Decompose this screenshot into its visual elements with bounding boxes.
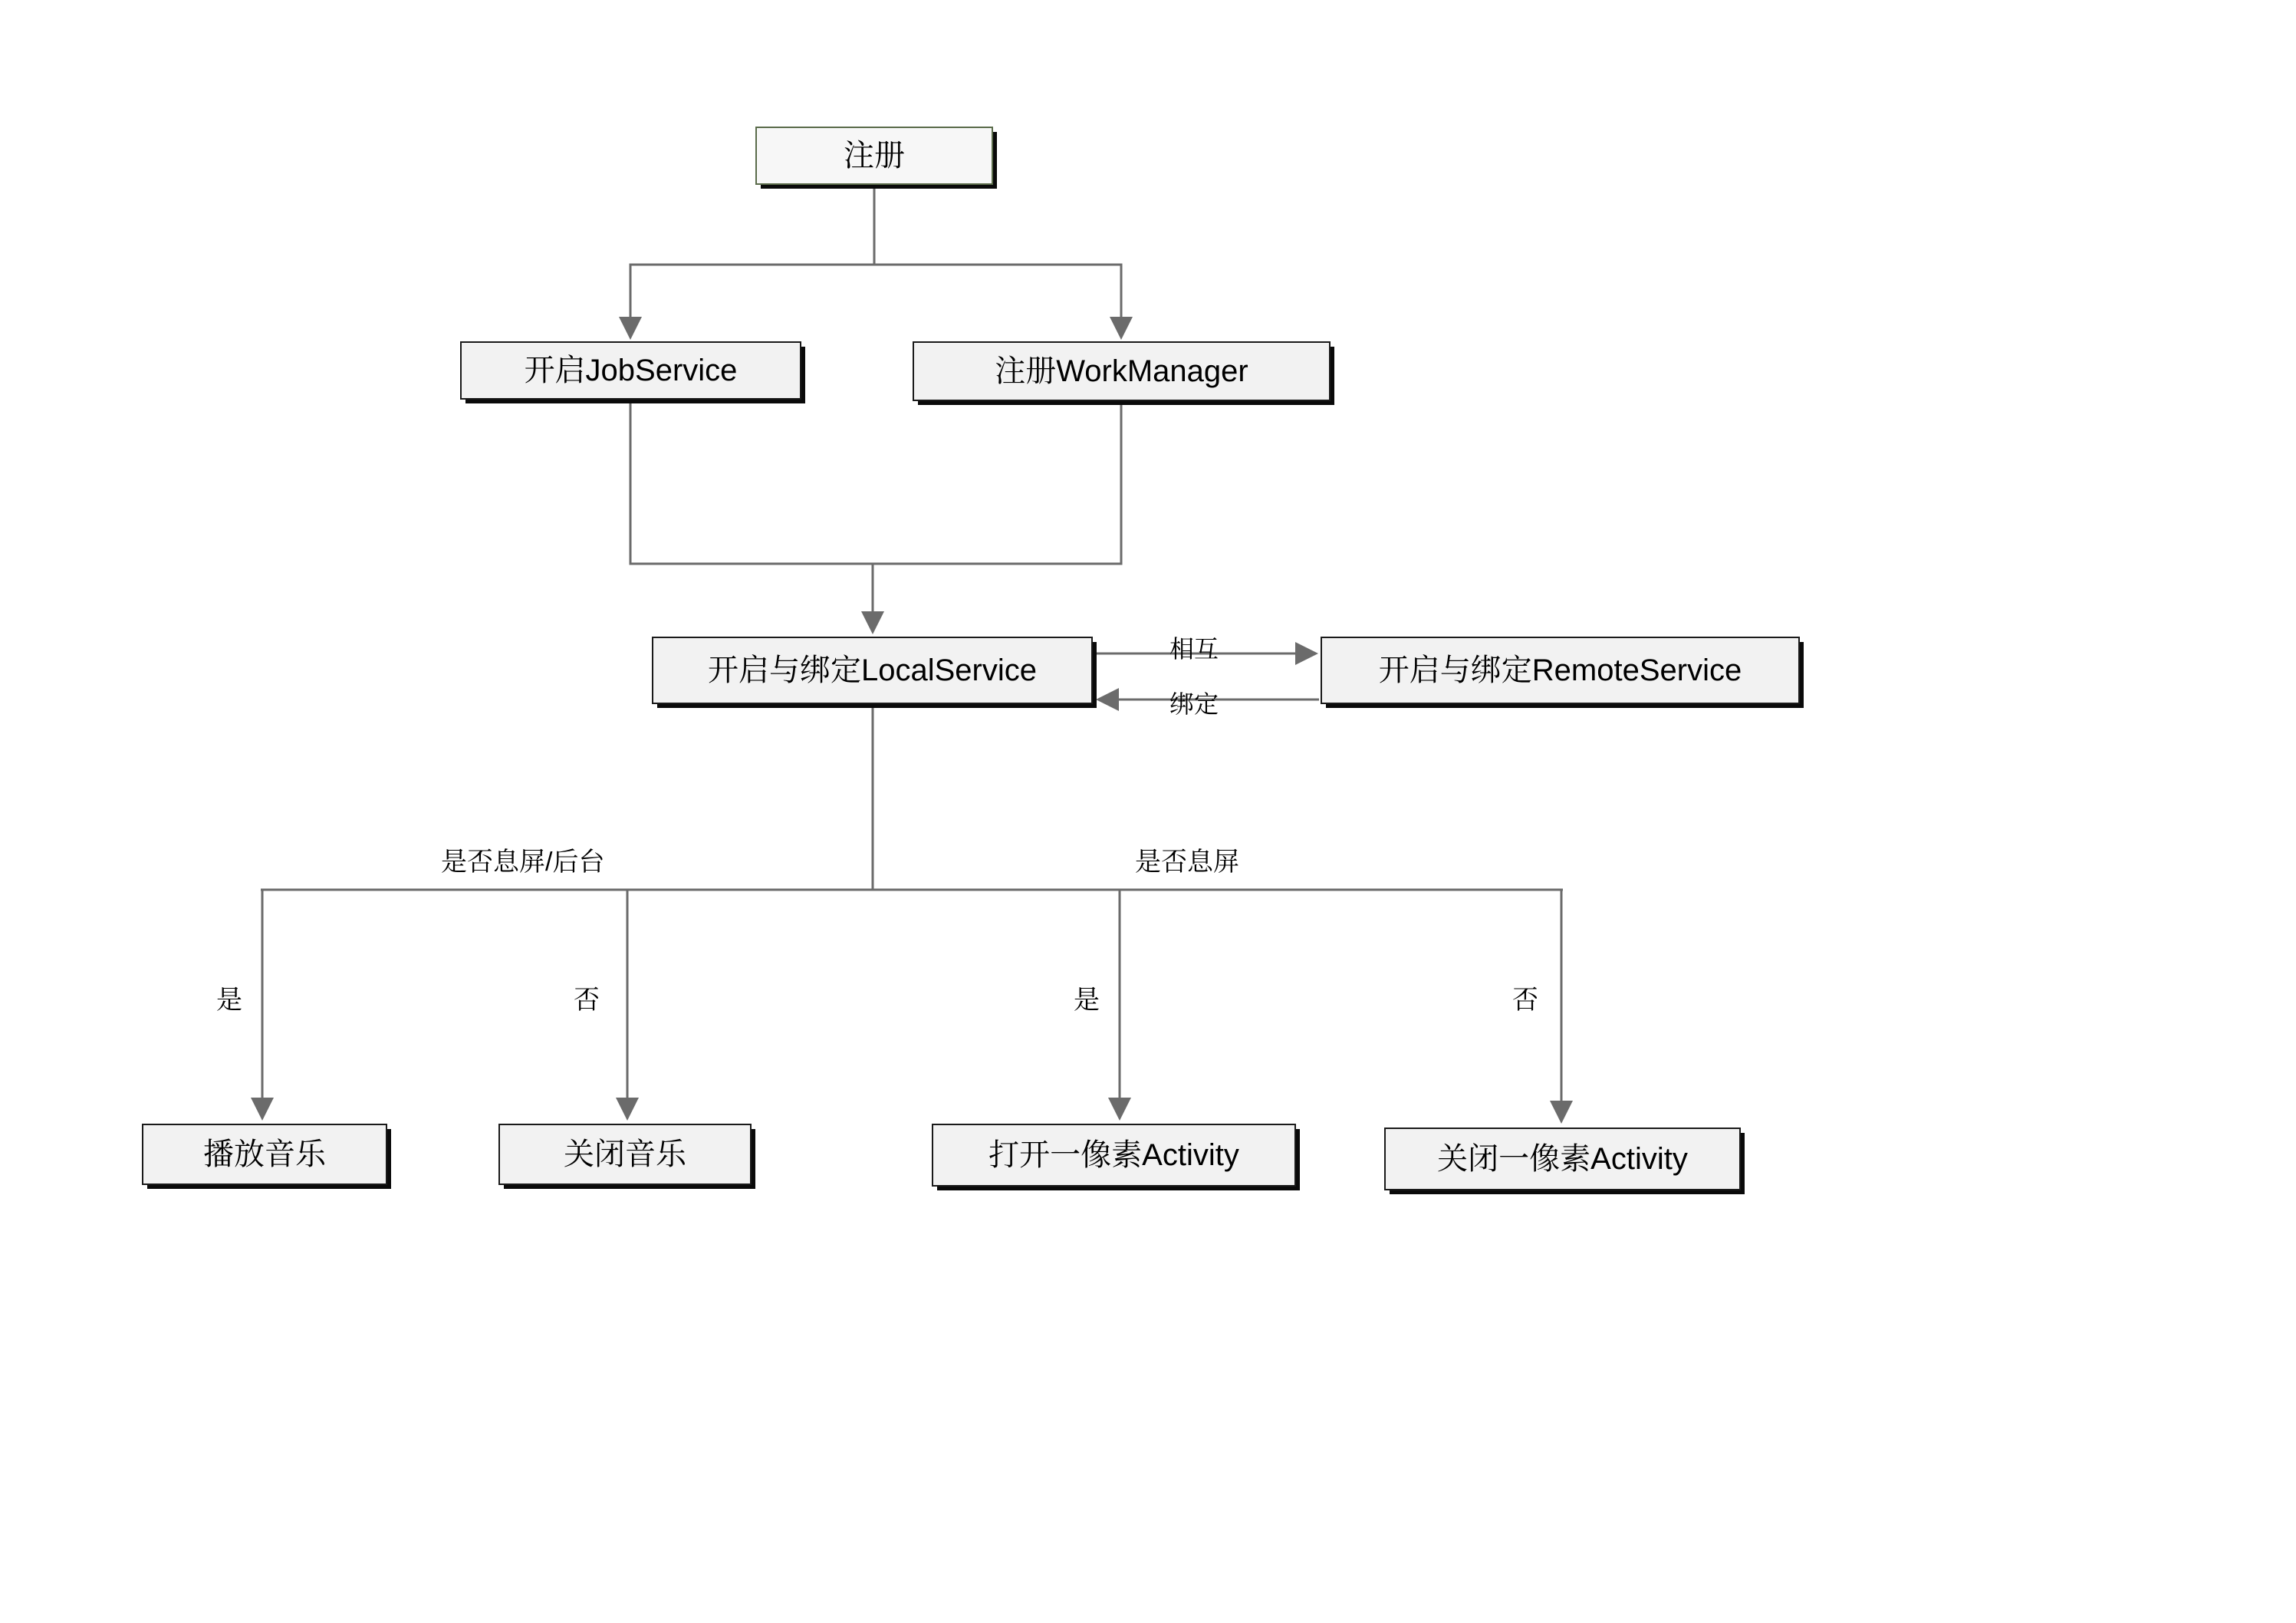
- node-close-pixel-activity[interactable]: [1384, 1128, 1741, 1190]
- node-register-label: 注册: [844, 139, 905, 173]
- edge-register-split: [630, 185, 874, 337]
- edge-label-condition-right: [1135, 848, 1239, 877]
- edge-workmanager-localservice: [873, 401, 1121, 564]
- node-localservice[interactable]: [652, 637, 1093, 704]
- node-localservice-label: 开启与绑定LocalService: [707, 653, 1037, 687]
- edge-label-yes-2: [1074, 986, 1100, 1016]
- edge-label-no-1-text: 否: [574, 986, 600, 1015]
- node-remoteservice[interactable]: [1321, 637, 1800, 704]
- edge-label-yes-2-text: 是: [1074, 986, 1100, 1015]
- node-workmanager-label: 注册WorkManager: [995, 354, 1248, 388]
- edge-label-mutual-1: [1169, 635, 1219, 663]
- node-open-pixel-activity[interactable]: [932, 1124, 1296, 1187]
- node-open-pixel-activity-label: 打开一像素Activity: [988, 1138, 1239, 1172]
- node-stopmusic[interactable]: [498, 1124, 752, 1185]
- node-register[interactable]: [755, 127, 993, 185]
- edge-jobservice-localservice: [630, 400, 873, 632]
- node-jobservice[interactable]: [460, 341, 801, 400]
- node-playmusic-label: 播放音乐: [203, 1137, 326, 1171]
- edge-label-condition-right-text: 是否息屏: [1135, 848, 1239, 877]
- edge-label-condition-left: [441, 848, 604, 877]
- node-remoteservice-label: 开启与绑定RemoteService: [1378, 653, 1742, 687]
- edge-register-workmanager: [874, 185, 1121, 337]
- node-stopmusic-label: 关闭音乐: [564, 1137, 686, 1171]
- edge-label-mutual-2: [1169, 690, 1219, 719]
- edge-label-no-1: [574, 986, 600, 1016]
- edge-label-condition-left-text: 是否息屏/后台: [441, 848, 605, 877]
- node-workmanager[interactable]: [913, 341, 1331, 401]
- edge-label-yes-1-text: 是: [216, 986, 242, 1015]
- node-playmusic[interactable]: [142, 1124, 387, 1185]
- edge-label-mutual-1-text: 相互: [1169, 635, 1219, 663]
- node-close-pixel-activity-label: 关闭一像素Activity: [1437, 1142, 1688, 1176]
- edge-label-mutual-2-text: 绑定: [1169, 690, 1219, 718]
- edge-label-yes-1: [216, 986, 242, 1016]
- node-jobservice-label: 开启JobService: [524, 354, 738, 387]
- edge-label-no-2: [1512, 986, 1538, 1016]
- edge-label-no-2-text: 否: [1512, 986, 1538, 1015]
